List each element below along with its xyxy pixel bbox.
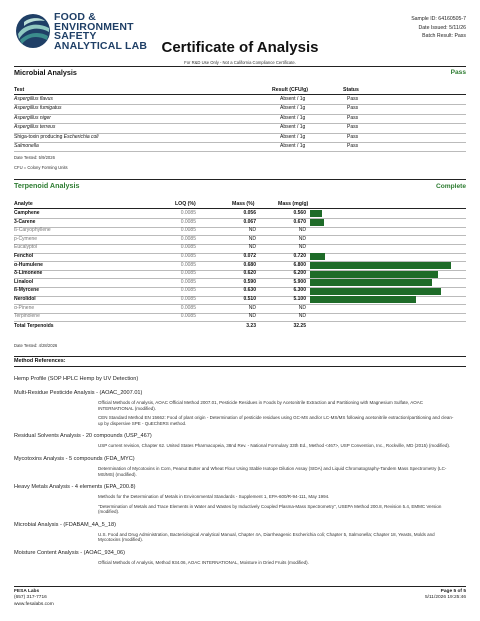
analyte-mass-pct: 0.620 <box>243 270 256 277</box>
col-header-analyte: Analyte <box>14 201 33 207</box>
analyte-bar <box>310 279 432 286</box>
analyte-mass-pct: 0.630 <box>243 287 256 294</box>
method-citation: U.S. Food and Drug Administration, Bacteriological Analytical Manual, Chapter 4A, Diarrheagenic Escherichia coli; Chapter 5, Salmonella; Chapter 18, Yeasts, Molds and Mycotoxins (modified). <box>98 531 435 543</box>
microbial-result: Absent / 1g <box>280 114 306 121</box>
analyte-bar <box>310 271 438 278</box>
date-issued: Date Issued: 5/11/26 <box>418 24 466 31</box>
analyte-mass-pct: 0.680 <box>243 261 256 268</box>
row-divider <box>14 142 466 143</box>
analyte-mass-mg: 6.800 <box>293 261 306 268</box>
analyte-name: Linalool <box>14 278 34 285</box>
microbial-status: Pass <box>450 69 466 76</box>
analyte-name: α-Humulene <box>14 261 43 268</box>
microbial-row-status: Pass <box>347 96 359 102</box>
test-organism: Aspergillus flavus <box>14 96 53 102</box>
analyte-name: Fenchol <box>14 253 34 259</box>
sample-meta <box>411 15 466 41</box>
microbial-footnote: CFU = Colony Forming Units <box>14 165 68 170</box>
analyte-mass-mg: 6.300 <box>293 287 306 294</box>
microbial-row-status: Pass <box>347 133 359 140</box>
method-references-title: Method References: <box>14 358 66 364</box>
microbial-test-name <box>14 105 62 111</box>
analyte-loq: 0.0085 <box>180 210 196 216</box>
analyte-loq: 0.0085 <box>180 218 196 225</box>
analyte-loq: 0.0085 <box>180 261 196 268</box>
microbial-test-name <box>14 143 39 149</box>
analyte-mass-mg: 0.720 <box>293 253 306 259</box>
sample-id: Sample ID: 64160505-7 <box>411 16 466 22</box>
method-item <box>14 522 466 543</box>
test-organism: Salmonella <box>14 143 39 149</box>
method-item <box>14 376 466 383</box>
method-heading: Moisture Content Analysis - (AOAC_934_06) <box>14 550 125 557</box>
total-terpenoids-label: Total Terpenoids <box>14 323 54 329</box>
footer-website[interactable]: www.fesalabs.com <box>14 601 54 607</box>
analyte-loq: 0.0085 <box>180 278 196 285</box>
microbial-test-name <box>14 96 53 102</box>
row-divider <box>14 123 466 124</box>
microbial-date-tested: Date Tested: 5/9/2026 <box>14 155 55 160</box>
microbial-result: Absent / 1g <box>280 124 306 131</box>
method-heading: Hemp Profile (SOP HPLC Hemp by UV Detection) <box>14 376 139 382</box>
method-heading: Residual Solvents Analysis - 20 compounds (USP_467) <box>14 433 152 440</box>
analyte-mass-pct: ND <box>248 244 256 251</box>
microbial-row-status: Pass <box>347 105 359 112</box>
method-citation: Official Methods of Analysis, Method 934.06, AOAC INTERNATIONAL, Moisture in Dried Fruits (modified). <box>98 560 309 566</box>
analyte-loq: 0.0085 <box>180 227 196 234</box>
analyte-loq: 0.0085 <box>180 253 196 259</box>
microbial-test-name <box>14 115 51 121</box>
analyte-name: ß-Caryophyllene <box>14 227 51 234</box>
microbial-result: Absent / 1g <box>280 96 306 102</box>
analyte-bar <box>310 288 441 295</box>
footer-page-info <box>425 589 466 602</box>
analyte-mass-pct: 0.056 <box>243 210 256 216</box>
analyte-mass-mg: 6.200 <box>293 270 306 277</box>
row-divider <box>14 151 466 152</box>
microbial-test-name <box>14 134 99 140</box>
analyte-name: α-Pinene <box>14 304 35 311</box>
analyte-mass-pct: 0.067 <box>243 218 256 225</box>
logo-line: FOOD & <box>54 11 97 23</box>
analyte-name: p-Cymene <box>14 235 38 242</box>
analyte-mass-pct: ND <box>248 313 256 320</box>
method-citation: Determination of Mycotoxins in Corn, Peanut Butter and Wheat Flour Using Stable Isotope Dilution Assay (SIDA) and Liquid Chromatography-Tandem Mass Spectrometry (LC-MS/MS) (modified). <box>98 465 447 477</box>
logo-line: ANALYTICAL LAB <box>54 39 148 52</box>
method-references-list <box>14 376 466 573</box>
col-header-loq: LOQ (%) <box>175 201 196 207</box>
col-header-mass-mg: Mass (mg/g) <box>278 201 309 207</box>
method-heading: Mycotoxins Analysis - 5 compounds (FDA_MYC) <box>14 455 135 462</box>
analyte-name: Terpinolene <box>14 313 40 320</box>
analyte-name: 3-Carene <box>14 218 36 225</box>
footer-contact <box>14 589 54 608</box>
col-header-test: Test <box>14 87 25 93</box>
microbial-test-name <box>14 124 55 130</box>
terpenoid-status: Complete <box>435 183 466 190</box>
test-organism: Shiga-toxin producing <box>14 133 64 140</box>
method-item <box>14 550 466 566</box>
microbial-row-status: Pass <box>347 114 359 121</box>
divider <box>14 179 466 180</box>
col-header-status: Status <box>343 87 359 93</box>
method-citation: Methods for the Determination of Metals in Environmental Standards - Supplement 1, EPA-600/R-94-111, May 1994. <box>98 494 330 500</box>
analyte-mass-mg: ND <box>298 227 306 234</box>
analyte-loq: 0.0085 <box>180 287 196 294</box>
divider <box>14 356 466 357</box>
logo-line: ENVIRONMENT <box>54 20 134 33</box>
divider <box>14 208 466 209</box>
method-item <box>14 456 466 477</box>
print-timestamp: 5/11/2026 19:25:46 <box>425 595 466 601</box>
analyte-mass-mg: ND <box>298 304 306 311</box>
analyte-bar <box>310 219 324 226</box>
method-citation: "Determination of Metals and Trace Elements in Water and Wastes by Inductively Coupled Plasma-Mass Spectrometry", USEPA Method 200.8, Revision 5.4, EMMC Version (modified). <box>98 503 442 515</box>
microbial-result: Absent / 1g <box>280 143 306 149</box>
analyte-name: Camphene <box>14 210 40 216</box>
analyte-name: δ-Limonene <box>14 270 43 277</box>
analyte-bar <box>310 262 451 269</box>
row-divider <box>14 104 466 105</box>
microbial-result: Absent / 1g <box>280 105 306 112</box>
analyte-mass-mg: 5.100 <box>293 296 306 302</box>
footer-phone: (657) 317-7716 <box>14 595 47 601</box>
analyte-loq: 0.0085 <box>180 304 196 311</box>
analyte-loq: 0.0085 <box>180 313 196 320</box>
analyte-mass-mg: 0.560 <box>293 210 306 216</box>
batch-result: Batch Result: Pass <box>422 33 466 39</box>
total-terpenoids-mg: 32.25 <box>293 323 306 329</box>
analyte-mass-mg: ND <box>298 244 306 251</box>
microbial-row-status: Pass <box>347 143 359 149</box>
analyte-mass-pct: ND <box>248 235 256 242</box>
divider <box>14 94 466 95</box>
analyte-bar <box>310 296 416 303</box>
test-organism: Aspergillus niger <box>14 114 51 121</box>
method-item <box>14 484 466 515</box>
method-item <box>14 433 466 449</box>
method-citation: Official Methods of Analysis, AOAC Official Method 2007.01, Pesticide Residues in Foods by Acetonitrile Extraction and Partitioning with Magnesium Sulfate, AOAC INTERNATIONAL (modified). <box>98 399 423 411</box>
method-citation: USP current revision, Chapter 62. United States Pharmacopeia, 38nd Rev. - National Formulary 33th Ed., Method <467>, USP Convention, Inc., Rockville, MD (2015) (modified). <box>98 443 451 449</box>
logo-line: SAFETY <box>54 30 97 42</box>
test-organism: Aspergillus fumigatus <box>14 105 62 112</box>
analyte-mass-mg: ND <box>298 313 306 320</box>
analyte-bar <box>310 210 322 217</box>
analyte-mass-mg: 5.900 <box>293 278 306 285</box>
test-organism-suffix: Escherichia coli <box>63 133 99 140</box>
analyte-mass-pct: 0.072 <box>243 253 256 259</box>
analyte-name: Nerolidol <box>14 296 36 302</box>
analyte-mass-pct: ND <box>248 304 256 311</box>
col-header-mass-pct: Mass (%) <box>232 201 255 207</box>
analyte-mass-mg: ND <box>298 235 306 242</box>
divider <box>14 66 466 67</box>
col-header-result: Result (CFU/g) <box>272 87 309 93</box>
method-heading: Heavy Metals Analysis - 4 elements (EPA_200.8) <box>14 484 136 491</box>
analyte-name: ß-Myrcene <box>14 287 40 294</box>
method-citation: CEN Standard Method EN 15662: Food of plant origin - Determination of pesticide residues using GC-MS and/or LC-MS/MS following acetonitrile extraction/partitioning and clean-up by dispersive SPE - QuEChERS method. <box>98 415 454 426</box>
microbial-row-status: Pass <box>347 124 359 131</box>
page-number: Page 5 of 5 <box>440 589 466 594</box>
microbial-result: Absent / 1g <box>280 133 306 140</box>
analyte-loq: 0.0085 <box>180 296 196 302</box>
analyte-loq: 0.0085 <box>180 244 196 251</box>
analyte-mass-pct: ND <box>248 227 256 234</box>
analyte-mass-pct: 0.590 <box>243 278 256 285</box>
terpenoid-section-title: Terpenoid Analysis <box>14 181 80 190</box>
test-organism: Aspergillus terreus <box>14 124 56 131</box>
analyte-bar <box>310 253 325 260</box>
analyte-mass-mg: 0.670 <box>293 218 306 225</box>
divider <box>14 366 466 367</box>
method-heading: Microbial Analysis - (FDABAM_4A_5_18) <box>14 521 116 528</box>
total-terpenoids-pct: 3.23 <box>246 323 256 329</box>
terpenoid-date-tested: Date Tested: 4/28/2026 <box>14 343 58 348</box>
page-title: Certificate of Analysis <box>161 39 319 56</box>
analyte-name: Eucalyptol <box>14 244 38 251</box>
divider <box>14 586 466 587</box>
analyte-mass-pct: 0.510 <box>243 296 256 302</box>
analyte-loq: 0.0085 <box>180 235 196 242</box>
microbial-section-title: Microbial Analysis <box>14 68 77 77</box>
row-divider <box>14 114 466 115</box>
method-item <box>14 390 466 426</box>
footer-lab-name: FESA Labs <box>14 589 40 594</box>
method-heading: Multi-Residue Pesticide Analysis - (AOAC_2007.01) <box>14 389 143 396</box>
compliance-notice: For R&D Use Only - Not a California Compliance Certificate. <box>184 60 296 65</box>
divider <box>14 321 466 322</box>
analyte-loq: 0.0085 <box>180 270 196 277</box>
